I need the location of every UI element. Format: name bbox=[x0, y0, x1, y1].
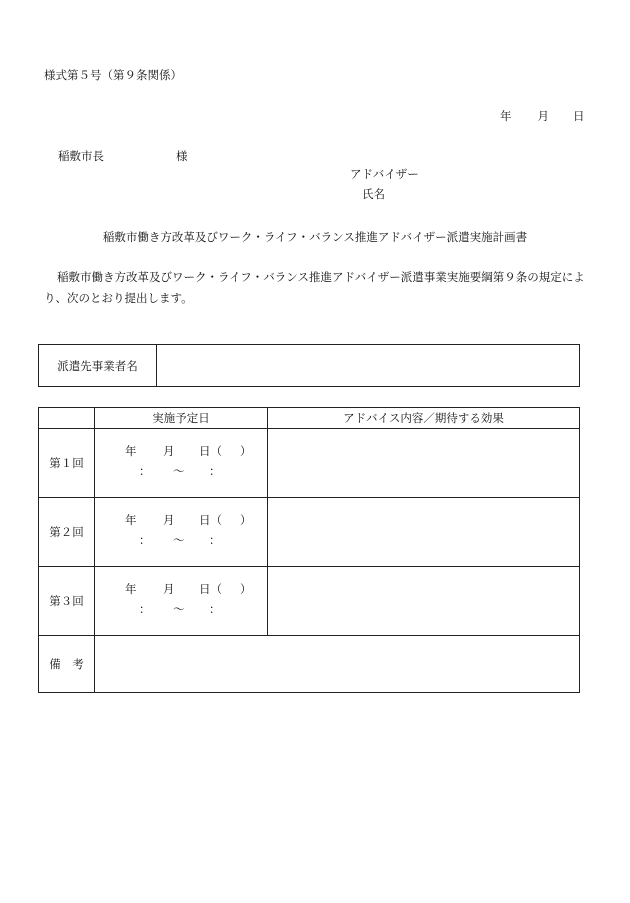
year-label: 年 bbox=[125, 582, 137, 596]
table-row bbox=[39, 498, 580, 567]
date-month: 月 bbox=[537, 109, 549, 123]
date-cell[interactable] bbox=[95, 498, 268, 567]
date-line bbox=[500, 108, 585, 124]
weekday-close: ） bbox=[240, 513, 252, 527]
time-colon-end: ： bbox=[209, 602, 221, 616]
body-text: 稲敷市働き方改革及びワーク・ライフ・バランス推進アドバイザー派遣事業実施要綱第９条の規定により、次のとおり提出します。 bbox=[44, 270, 585, 305]
time-colon-end: ： bbox=[209, 464, 221, 478]
table-row bbox=[39, 429, 580, 498]
company-label: 派遣先事業者名 bbox=[39, 345, 157, 387]
company-table bbox=[38, 344, 580, 387]
content-cell[interactable] bbox=[268, 498, 580, 567]
advisor-label: アドバイザー bbox=[350, 167, 419, 181]
form-number: 様式第５号（第９条関係） bbox=[44, 68, 182, 82]
date-year: 年 bbox=[500, 109, 512, 123]
date-cell[interactable] bbox=[95, 429, 268, 498]
time-colon-end: ： bbox=[209, 533, 221, 547]
header-content: アドバイス内容／期待する効果 bbox=[268, 408, 580, 429]
remarks-field[interactable] bbox=[95, 636, 580, 693]
year-label: 年 bbox=[125, 444, 137, 458]
remarks-label: 備 考 bbox=[39, 636, 95, 693]
name-label: 氏名 bbox=[362, 187, 385, 201]
weekday-close: ） bbox=[240, 582, 252, 596]
time-tilde: 〜 bbox=[173, 464, 185, 478]
day-label: 日（ bbox=[199, 582, 222, 596]
year-label: 年 bbox=[125, 513, 137, 527]
round-label: 第３回 bbox=[39, 567, 95, 636]
content-cell[interactable] bbox=[268, 429, 580, 498]
honorific: 様 bbox=[176, 149, 188, 163]
month-label: 月 bbox=[163, 582, 175, 596]
day-label: 日（ bbox=[199, 444, 222, 458]
remarks-row bbox=[39, 636, 580, 693]
month-label: 月 bbox=[163, 513, 175, 527]
day-label: 日（ bbox=[199, 513, 222, 527]
recipient-name: 稲敷市長 bbox=[58, 149, 104, 163]
time-tilde: 〜 bbox=[173, 533, 185, 547]
time-colon-start: ： bbox=[139, 602, 151, 616]
date-day: 日 bbox=[573, 109, 585, 123]
round-label: 第１回 bbox=[39, 429, 95, 498]
header-blank bbox=[39, 408, 95, 429]
content-cell[interactable] bbox=[268, 567, 580, 636]
time-tilde: 〜 bbox=[173, 602, 185, 616]
plan-table bbox=[38, 407, 580, 693]
table-row bbox=[39, 567, 580, 636]
header-date: 実施予定日 bbox=[95, 408, 268, 429]
time-colon-start: ： bbox=[139, 464, 151, 478]
month-label: 月 bbox=[163, 444, 175, 458]
weekday-close: ） bbox=[240, 444, 252, 458]
time-colon-start: ： bbox=[139, 533, 151, 547]
date-cell[interactable] bbox=[95, 567, 268, 636]
addressee bbox=[58, 148, 188, 164]
round-label: 第２回 bbox=[39, 498, 95, 567]
document-title: 稲敷市働き方改革及びワーク・ライフ・バランス推進アドバイザー派遣実施計画書 bbox=[102, 230, 528, 244]
company-name-field[interactable] bbox=[157, 345, 580, 387]
